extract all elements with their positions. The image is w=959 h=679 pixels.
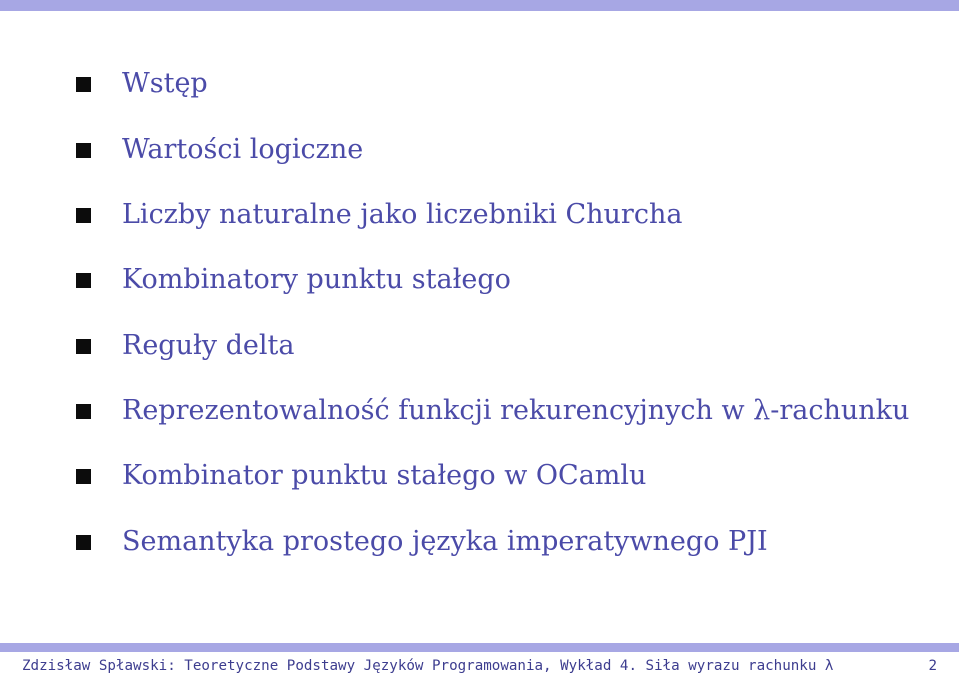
agenda-item-1 (76, 64, 208, 104)
footer-title: Zdzisław Spławski: Teoretyczne Podstawy Języków Programowania, Wykład 4. Siła wyrazu rachunku λ (22, 658, 834, 674)
agenda-item-text: Wstęp (122, 68, 208, 99)
agenda-item-text: Kombinatory punktu stałego (122, 264, 511, 295)
agenda-item-4 (76, 260, 511, 300)
agenda-item-text: Reprezentowalność funkcji rekurencyjnych w λ-rachunku (122, 395, 910, 426)
agenda-item-text: Reguły delta (122, 330, 295, 361)
agenda-item-2 (76, 130, 363, 170)
agenda-item-3 (76, 195, 682, 235)
square-bullet-icon (76, 469, 91, 484)
top-accent-bar (0, 0, 959, 11)
agenda-item-text: Semantyka prostego języka imperatywnego PJI (122, 526, 768, 557)
square-bullet-icon (76, 143, 91, 158)
agenda-item-7 (76, 456, 646, 496)
square-bullet-icon (76, 208, 91, 223)
agenda-item-8 (76, 522, 768, 562)
square-bullet-icon (76, 273, 91, 288)
footer-accent-bar (0, 643, 959, 652)
agenda-item-text: Liczby naturalne jako liczebniki Churcha (122, 199, 683, 230)
square-bullet-icon (76, 339, 91, 354)
agenda-item-6 (76, 391, 909, 431)
square-bullet-icon (76, 77, 91, 92)
square-bullet-icon (76, 404, 91, 419)
agenda-item-text: Kombinator punktu stałego w OCamlu (122, 460, 647, 491)
slide-footer (22, 654, 937, 678)
square-bullet-icon (76, 535, 91, 550)
agenda-item-text: Wartości logiczne (122, 134, 364, 165)
agenda-item-5 (76, 326, 294, 366)
page-number: 2 (928, 658, 937, 674)
